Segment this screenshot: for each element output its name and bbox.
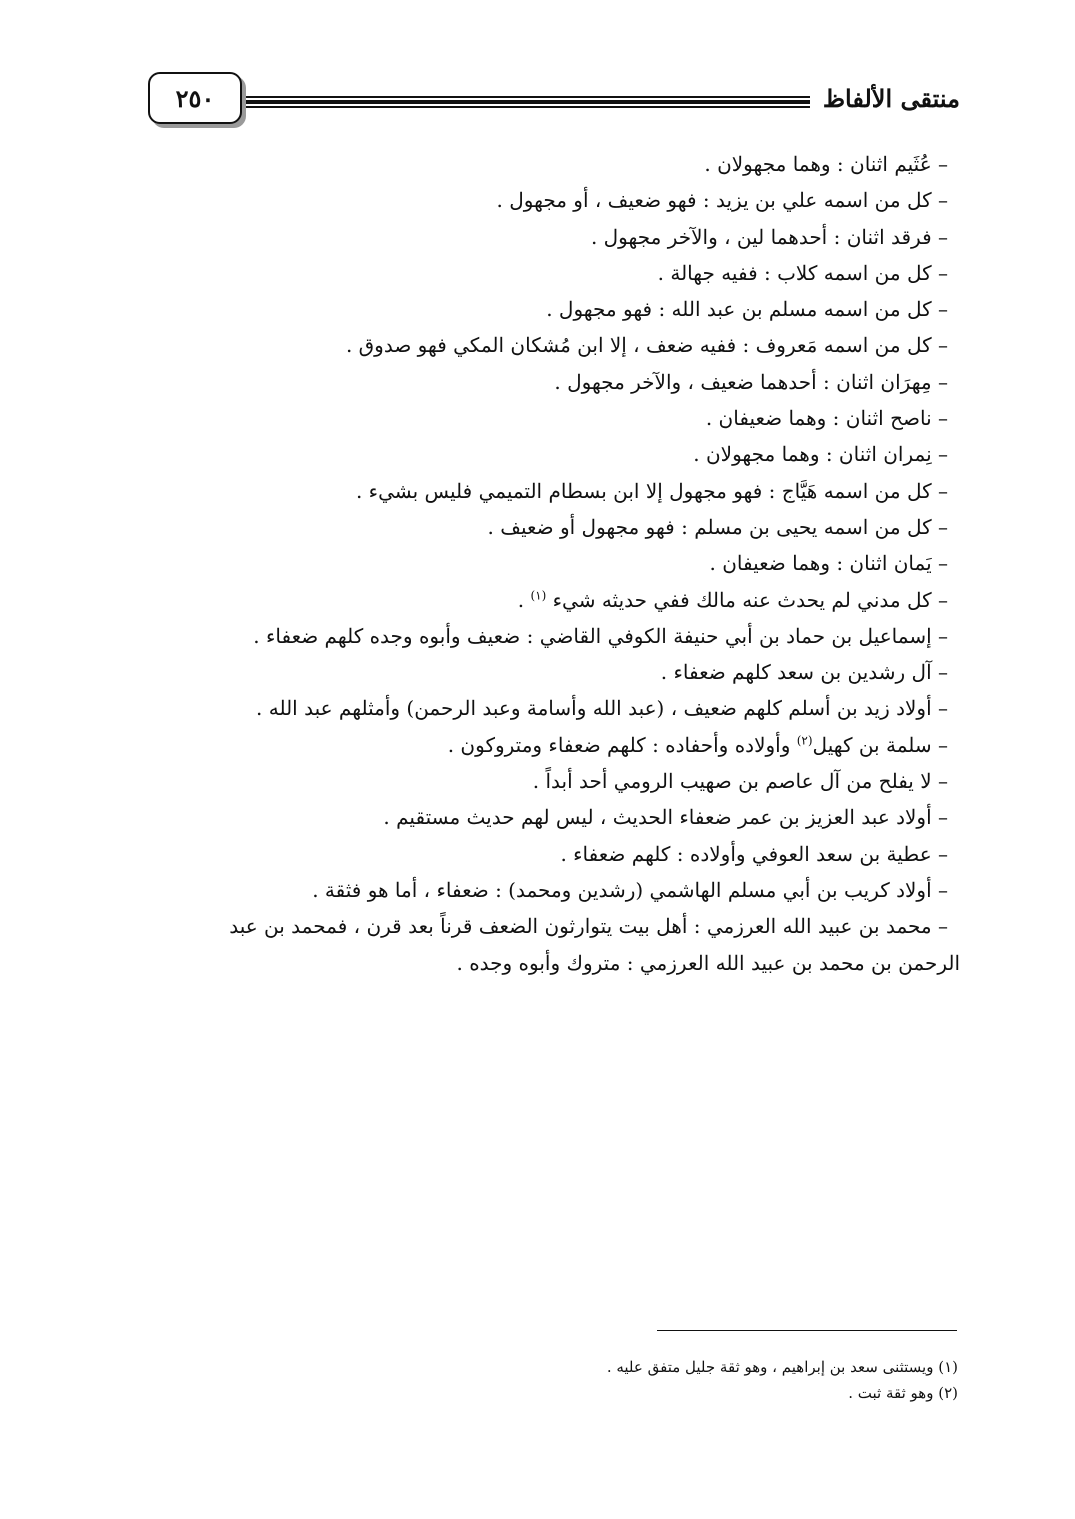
book-title: منتقى الألفاظ [822, 84, 960, 113]
entry: – عطية بن سعد العوفي وأولاده : كلهم ضعفاء . [560, 841, 948, 866]
entry-tail: وأولاده وأحفاده : كلهم ضعفاء ومتروكون . [447, 732, 797, 757]
main-text [118, 146, 960, 981]
footnote: (١) ويستثنى سعد بن إبراهيم ، وهو ثقة جليل متفق عليه . [606, 1358, 958, 1376]
entry: – يَمان اثنان : وهما ضعيفان . [709, 551, 948, 576]
entry: – كل من اسمه علي بن يزيد : فهو ضعيف ، أو مجهول . [496, 188, 948, 213]
entry: – ناصح اثنان : وهما ضعيفان . [705, 406, 948, 431]
entry-tail: . [517, 587, 531, 612]
page-number [148, 72, 242, 124]
header-rule [246, 96, 810, 108]
entry-with-footnote [118, 727, 960, 763]
entry-line-1: – محمد بن عبيد الله العرزمي : أهل بيت يتوارثون الضعف قرناً بعد قرن ، فمحمد بن عبد [229, 914, 948, 939]
footnotes [118, 1354, 958, 1406]
page-number-text: ٢٥٠ [175, 83, 215, 113]
entry-text: – سلمة بن كهيل [812, 732, 948, 757]
entry: – كل من اسمه مسلم بن عبد الله : فهو مجهول . [546, 297, 948, 322]
entry: – فرقد اثنان : أحدهما لين ، والآخر مجهول . [590, 224, 948, 249]
footnote-ref: (١) [530, 587, 547, 602]
entry: – كل من اسمه يحيى بن مسلم : فهو مجهول أو ضعيف . [487, 514, 948, 539]
footnote-ref: (٢) [796, 733, 813, 748]
entry: – أولاد كريب بن أبي مسلم الهاشمي (رشدين ومحمد) : ضعفاء ، أما هو فثقة . [312, 877, 948, 902]
footnote-divider [657, 1330, 957, 1331]
entry: – إسماعيل بن حماد بن أبي حنيفة الكوفي القاضي : ضعيف وأبوه وجده كلهم ضعفاء . [253, 623, 948, 648]
entry: – عُثَيم اثنان : وهما مجهولان . [704, 152, 948, 176]
entry-text: – كل مدني لم يحدث عنه مالك ففي حديثه شيء [552, 587, 948, 612]
page-header [118, 72, 960, 132]
entry: – نِمران اثنان : وهما مجهولان . [693, 442, 948, 467]
entry: – لا يفلح من آل عاصم بن صهيب الرومي أحد أبداً . [532, 769, 948, 794]
entry: – كل من اسمه كلاب : ففيه جهالة . [657, 260, 948, 285]
entry-with-footnote [118, 582, 960, 618]
footnote: (٢) وهو ثقة ثبت . [848, 1384, 958, 1402]
entry: – آل رشدين بن سعد كلهم ضعفاء . [660, 660, 948, 685]
entry: – أولاد زيد بن أسلم كلهم ضعيف ، (عبد الله وأسامة وعبد الرحمن) وأمثلهم عبد الله . [256, 696, 948, 721]
entry-line-2: الرحمن بن محمد بن عبيد الله العرزمي : متروك وأبوه وجده . [456, 950, 960, 975]
entry: – كل من اسمه هَيَّاج : فهو مجهول إلا ابن بسطام التميمي فليس بشيء . [355, 478, 948, 503]
entry: – مِهرَان اثنان : أحدهما ضعيف ، والآخر مجهول . [554, 369, 948, 394]
entry: – كل من اسمه مَعروف : ففيه ضعف ، إلا ابن مُشكان المكي فهو صدوق . [345, 333, 948, 358]
entry: – أولاد عبد العزيز بن عمر ضعفاء الحديث ، ليس لهم حديث مستقيم . [383, 805, 948, 830]
